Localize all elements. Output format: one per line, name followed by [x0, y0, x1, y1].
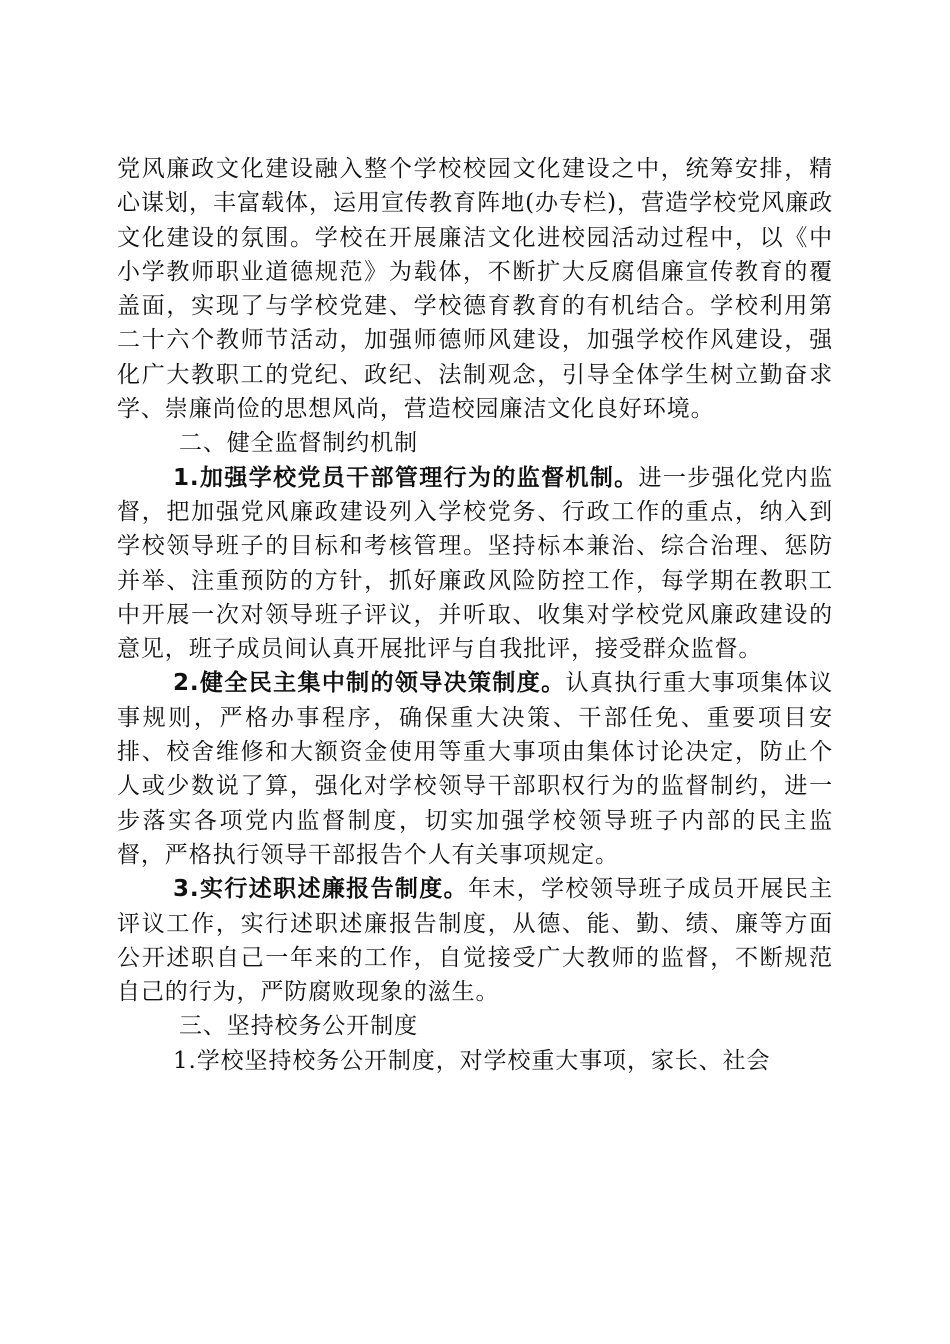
paragraph-decision-system: [117, 666, 833, 872]
section-heading-2: 二、健全监督制约机制: [179, 430, 418, 457]
paragraph-report-system: [117, 872, 833, 1009]
paragraph-affairs-disclosure: [117, 1044, 833, 1078]
paragraph-intro: [117, 152, 833, 426]
document-page: [117, 152, 833, 1078]
paragraph-lead: 3.实行述职述廉报告制度。: [173, 876, 469, 903]
paragraph-lead: 2.健全民主集中制的领导决策制度。: [173, 670, 566, 697]
section-heading-3: 三、坚持校务公开制度: [179, 1013, 418, 1040]
paragraph-supervision-mechanism: [117, 461, 833, 667]
paragraph-text: 1.学校坚持校务公开制度，对学校重大事项，家长、社会: [173, 1047, 771, 1074]
paragraph-text: 认真执行重大事项集体议事规则，严格办事程序，确保重大决策、干部任免、重要项目安排、校舍维修和大额资金使用等重大事项由集体讨论决定，防止个人或少数说了算，强化对学校领导干部职权行为的监督制约，进一步落实各项党内监督制度，切实加强学校领导班子内部的民主监督，严格执行领导干部报告个人有关事项规定。: [117, 670, 834, 868]
paragraph-text: 进一步强化党内监督，把加强党风廉政建设列入学校党务、行政工作的重点，纳入到学校领导班子的目标和考核管理。坚持标本兼治、综合治理、惩防并举、注重预防的方针，抓好廉政风险防控工作，每学期在教职工中开展一次对领导班子评议，并听取、收集对学校党风廉政建设的意见，班子成员间认真开展批评与自我批评，接受群众监督。: [117, 464, 833, 663]
paragraph-text: 党风廉政文化建设融入整个学校校园文化建设之中，统筹安排，精心谋划，丰富载体，运用宣传教育阵地(办专栏)，营造学校党风廉政文化建设的氛围。学校在开展廉洁文化进校园活动过程中，以《中小学教师职业道德规范》为载体，不断扩大反腐倡廉宣传教育的覆盖面，实现了与学校党建、学校德育教育的有机结合。学校利用第二十六个教师节活动，加强师德师风建设，加强学校作风建设，强化广大教职工的党纪、政纪、法制观念，引导全体学生树立勤奋求学、崇廉尚俭的思想风尚，营造校园廉洁文化良好环境。: [117, 156, 833, 423]
paragraph-lead: 1.加强学校党员干部管理行为的监督机制。: [173, 464, 639, 491]
paragraph-text: 年末，学校领导班子成员开展民主评议工作，实行述职述廉报告制度，从德、能、勤、绩、廉等方面公开述职自己一年来的工作，自觉接受广大教师的监督，不断规范自己的行为，严防腐败现象的滋生。: [117, 876, 834, 1006]
